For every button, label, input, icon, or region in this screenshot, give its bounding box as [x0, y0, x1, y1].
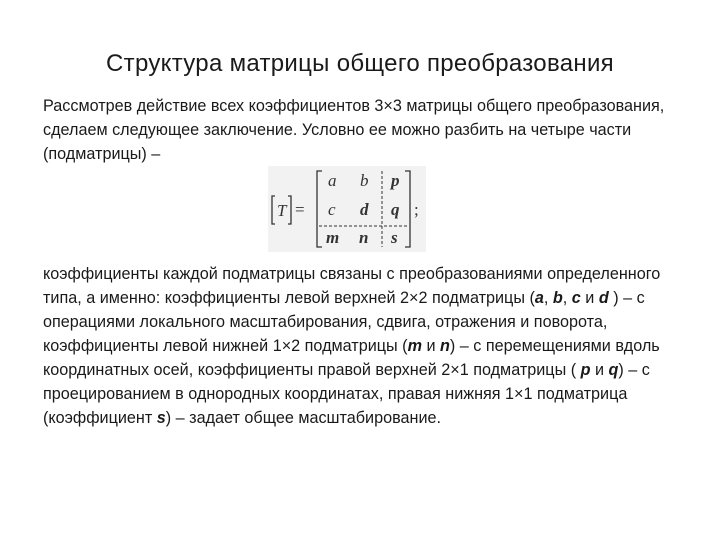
body-paragraph [43, 262, 683, 430]
matrix-entry-n: n [359, 228, 369, 247]
separator-2: , [562, 289, 572, 307]
coef-a: a [534, 289, 544, 307]
matrix-entry-p: p [391, 171, 400, 190]
matrix-entry-q: q [391, 200, 400, 219]
matrix-bracket-right [405, 171, 410, 247]
matrix-bracket-left [317, 171, 322, 247]
body-text-1: коэффициенты каждой подматрицы связаны с преобразованиями определенного типа, а именно: коэффициенты левой верхней 2×2 подматрицы ( [43, 265, 661, 307]
coef-n: n [440, 337, 450, 355]
coef-c: c [571, 289, 581, 307]
coef-q: q [608, 361, 619, 379]
separator-1: , [543, 289, 553, 307]
matrix-entry-d: d [360, 200, 369, 219]
conjunction-2: и [421, 337, 441, 355]
equals-sign: = [295, 200, 305, 219]
coef-p: p [580, 361, 591, 379]
body-text-5: ) – задает общее масштабирование. [165, 409, 441, 427]
matrix-entry-a: a [328, 171, 337, 190]
conjunction-3: и [590, 361, 609, 379]
t-bracket-right [288, 196, 291, 224]
matrix-name: T [277, 201, 287, 220]
matrix-formula [268, 166, 426, 252]
intro-paragraph: Рассмотрев действие всех коэффициентов 3×3 матрицы общего преобразования, сделаем следующее заключение. Условно ее можно разбить на четыре части (подматрицы) – [43, 97, 665, 163]
coef-d: d [598, 289, 609, 307]
coef-m: m [407, 337, 422, 355]
conjunction-1: и [580, 289, 599, 307]
semicolon: ; [414, 200, 419, 219]
coef-b: b [552, 289, 563, 307]
transformation-matrix [268, 166, 426, 252]
matrix-entry-c: c [328, 200, 336, 219]
matrix-entry-b: b [360, 171, 369, 190]
coef-s: s [156, 409, 166, 427]
matrix-entry-s: s [391, 228, 398, 247]
body-text-4: ) – с проецированием в однородных координатах, правая нижняя 1×1 подматрица (коэффициент [43, 361, 650, 427]
matrix-entry-m: m [326, 228, 340, 247]
slide-title: Структура матрицы общего преобразования [106, 50, 614, 77]
t-bracket-left [272, 196, 275, 224]
body-text-2: ) – с операциями локального масштабирования, сдвига, отражения и поворота, коэффициенты левой нижней 1×2 подматрицы ( [43, 289, 645, 355]
body-text-3: ) – с перемещениями вдоль координатных осей, коэффициенты правой верхней 2×1 подматрицы ( [43, 337, 660, 379]
